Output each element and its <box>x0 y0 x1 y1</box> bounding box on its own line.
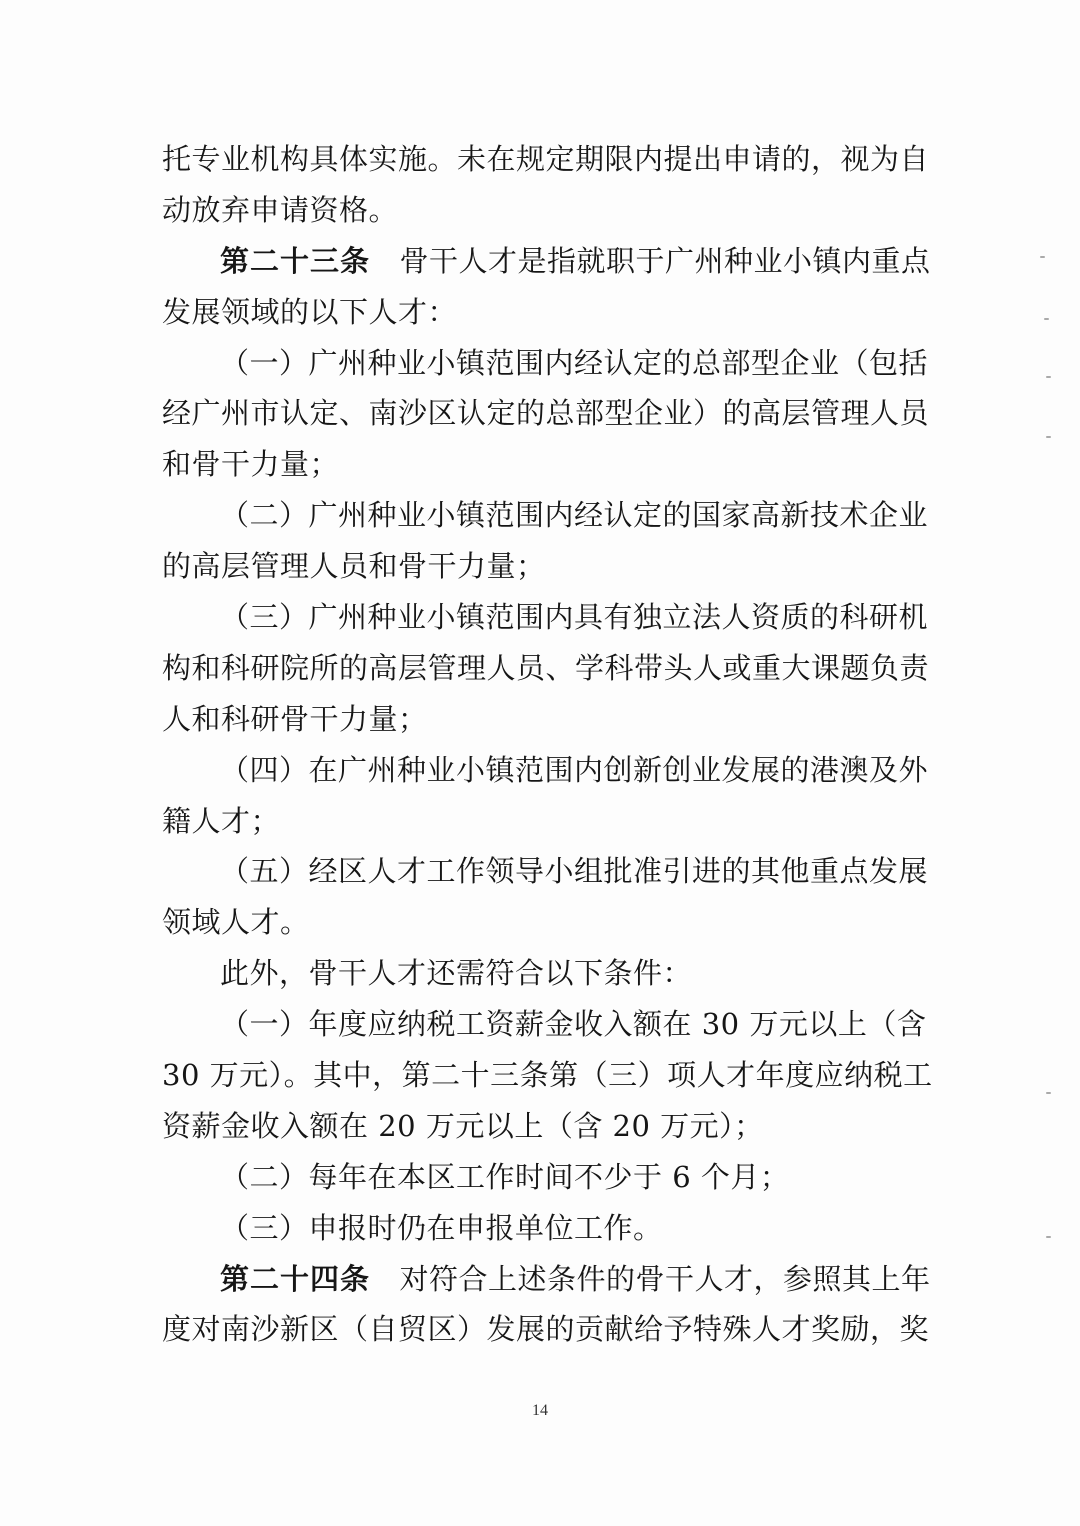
article-24-line <box>162 1254 931 1305</box>
text-line: 籍人才； <box>162 803 281 838</box>
text-line: （三）广州种业小镇范围内具有独立法人资质的科研机 <box>220 600 929 635</box>
text-line: （三）申报时仍在申报单位工作。 <box>220 1210 663 1245</box>
article-23-text: 骨干人才是指就职于广州种业小镇内重点 <box>399 243 931 278</box>
text-line: 此外，骨干人才还需符合以下条件： <box>220 956 693 991</box>
page-number: 14 <box>532 1402 548 1419</box>
text-line: （四）在广州种业小镇范围内创新创业发展的港澳及外 <box>220 752 929 787</box>
article-23-heading: 第二十三条 <box>220 243 371 278</box>
text-line: 的高层管理人员和骨干力量； <box>162 549 546 584</box>
scan-speck <box>1040 256 1045 258</box>
text-line: 资薪金收入额在 20 万元以上（含 20 万元）； <box>162 1108 764 1143</box>
document-body <box>162 134 933 1355</box>
scan-speck <box>1044 318 1049 320</box>
text-line: 托专业机构具体实施。未在规定期限内提出申请的，视为自 <box>162 142 930 176</box>
scan-speck <box>1046 376 1051 378</box>
text-line: 30 万元）。其中，第二十三条第（三）项人才年度应纳税工 <box>162 1058 933 1093</box>
scan-speck <box>1046 436 1051 438</box>
text-line: 动放弃申请资格。 <box>162 192 399 227</box>
article-23-line <box>162 236 931 287</box>
text-line: 构和科研院所的高层管理人员、学科带头人或重大课题负责 <box>162 650 930 685</box>
text-line: 和骨干力量； <box>162 447 340 482</box>
text-line: 经广州市认定、南沙区认定的总部型企业）的高层管理人员 <box>162 396 930 431</box>
text-line: （一）广州种业小镇范围内经认定的总部型企业（包括 <box>220 345 929 380</box>
text-line: （五）经区人才工作领导小组批准引进的其他重点发展 <box>220 854 929 889</box>
article-24-heading: 第二十四条 <box>220 1261 371 1296</box>
text-line: 领域人才。 <box>162 905 310 940</box>
text-line: （一）年度应纳税工资薪金收入额在 30 万元以上（含 <box>220 1007 927 1042</box>
text-line: 发展领域的以下人才： <box>162 294 458 329</box>
scan-speck <box>1046 1236 1051 1238</box>
scan-speck <box>1046 1092 1051 1094</box>
text-line: （二）广州种业小镇范围内经认定的国家高新技术企业 <box>220 498 929 533</box>
text-line: 人和科研骨干力量； <box>162 701 428 736</box>
text-line: 度对南沙新区（自贸区）发展的贡献给予特殊人才奖励，奖 <box>162 1312 930 1347</box>
article-24-text: 对符合上述条件的骨干人才，参照其上年 <box>399 1261 931 1296</box>
text-line: （二）每年在本区工作时间不少于 6 个月； <box>220 1159 790 1194</box>
